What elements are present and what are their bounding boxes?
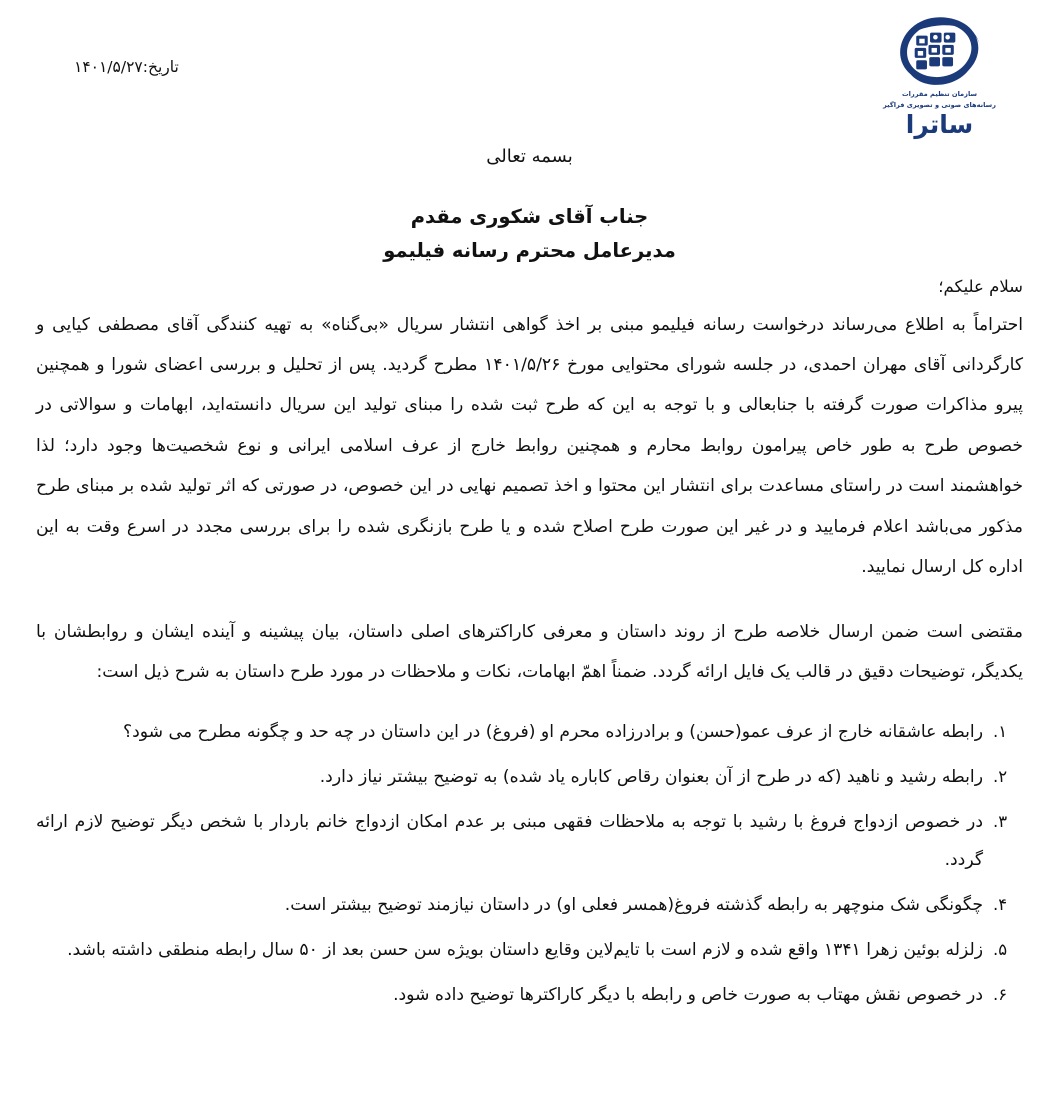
addressee-block (36, 200, 1023, 268)
logo-wordmark: ساترا (905, 109, 974, 139)
document-body (36, 200, 1023, 1021)
addressee-name: جناب آقای شکوری مقدم (410, 205, 649, 228)
body-paragraph-2: مقتضی است ضمن ارسال خلاصه طرح از روند داستان و معرفی کاراکترهای اصلی داستان، بیان پیشینه و آینده ایشان و روابطشان با یکدیگر، توضیحات دقیق در قالب یک فایل ارائه گردد. ضمناً اهمّ ابهامات، نکات و ملاحظات در مورد طرح داستان به شرح ذیل است: (36, 621, 1023, 683)
list-item (36, 804, 1008, 880)
list-item-marker: ۱. (993, 722, 1008, 742)
list-item (36, 887, 1008, 925)
salutation: سلام علیکم؛ (938, 277, 1023, 297)
document-header (0, 0, 1059, 150)
list-item-text: چگونگی شک منوچهر به رابطه گذشته فروغ(همسر فعلی او) در داستان نیازمند توضیح بیشتر است. (284, 894, 983, 915)
list-item-text: زلزله بوئین زهرا ۱۳۴۱ واقع شده و لازم است با تایم‌لاین وقایع داستان بویژه سن حسن بعد از ۵۰ سال رابطه منطقی داشته باشد. (67, 939, 983, 960)
basmala-line: بسمه تعالی (486, 146, 573, 167)
list-item-marker: ۲. (993, 767, 1008, 787)
document-date: تاریخ:۱۴۰۱/۵/۲۷ (74, 58, 179, 76)
logo-org-line-2: رسانه‌های صوتی و تصویری فراگیر (883, 101, 996, 110)
body-paragraph-1: احتراماً به اطلاع می‌رساند درخواست رسانه فیلیمو مبنی بر اخذ گواهی انتشار سریال «بی‌گناه» به تهیه کنندگی آقای مصطفی کیایی و کارگردانی آقای مهران احمدی، در جلسه شورای محتوایی مورخ ۱۴۰۱/۵/۲۶ مطرح گردید. پس از تحلیل و بررسی اعضای شورا و همچنین پیرو مذاکرات صورت گرفته با جنابعالی و با توجه به این که طرح ثبت شده را مبنای تولید این سریال دانسته‌اید، ابهامات و سوالاتی در خصوص طرح به طور خاص پیرامون روابط محارم و همچنین روابط خارج از عرف اسلامی ایرانی و نوع شخصیت‌ها وجود دارد؛ لذا خواهشمند است در راستای مساعدت برای انتشار این محتوا و اخذ تصمیم نهایی در این خصوص، در صورتی که اثر تولید شده بر مبنای طرح مذکور می‌باشد اعلام فرمایید و در غیر این صورت طرح اصلاح شده و یا طرح بازنگری شده را برای بررسی مجدد در اسرع وقت به این اداره کل ارسال نمایید. (36, 314, 1023, 578)
list-item-text: رابطه عاشقانه خارج از عرف عمو(حسن) و برادرزاده محرم او (فروغ) در این داستان در چه حد و چگونه مطرح می شود؟ (122, 722, 983, 743)
satra-globe-logo-icon (894, 14, 986, 88)
list-item-marker: ۵. (993, 939, 1008, 959)
list-item (36, 714, 1008, 752)
list-item (36, 977, 1008, 1015)
list-item-text: در خصوص نقش مهتاب به صورت خاص و رابطه با دیگر کاراکترها توضیح داده شود. (393, 984, 983, 1005)
points-list (36, 714, 1023, 1014)
list-item (36, 759, 1008, 797)
list-item-marker: ۴. (993, 894, 1008, 914)
list-item (36, 932, 1008, 970)
logo-org-line-1: سازمان تنظیم مقررات (901, 90, 978, 98)
list-item-text: رابطه رشید و ناهید (که در طرح از آن بعنوان رقاص کاباره یاد شده) به توضیح بیشتر نیاز دارد. (319, 767, 983, 788)
list-item-marker: ۶. (993, 984, 1008, 1004)
list-item-text: در خصوص ازدواج فروغ با رشید با توجه به ملاحظات فقهی مبنی بر عدم امکان ازدواج خانم باردار با شخص دیگر توضیح لازم ارائه گردد. (36, 812, 983, 870)
list-item-marker: ۳. (993, 812, 1008, 832)
satra-logo-block (852, 14, 1027, 137)
addressee-title: مدیرعامل محترم رسانه فیلیمو (383, 239, 676, 263)
